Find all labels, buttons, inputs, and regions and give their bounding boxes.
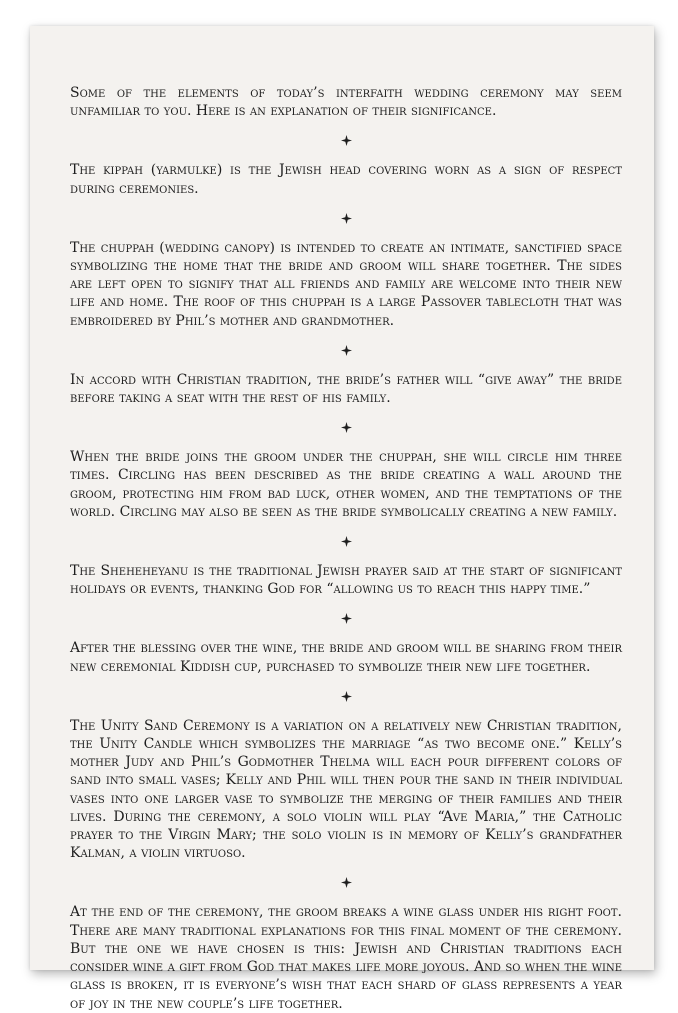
four-point-star-icon <box>341 536 352 547</box>
sheheheyanu-paragraph: The Sheheheyanu is the traditional Jewish prayer said at the start of significant holidays or events, thanking God for “allowing us to reach this happy time.” <box>70 563 622 598</box>
wine-glass-paragraph: At the end of the ceremony, the groom breaks a wine glass under his right foot. There are many traditional explanations for this final moment of the ceremony. But the one we have chosen is this: Jewish and Christian traditions each consider wine a gift from God that makes life more joyous. And so when the wine glass is broken, it is everyone’s wish that each shard of glass represents a year of joy in the new couple’s life together. <box>70 904 622 1012</box>
separator <box>70 120 622 161</box>
separator <box>70 198 622 239</box>
intro-paragraph: Some of the elements of today’s interfaith wedding ceremony may seem unfamiliar to you. Here is an explanation of their significance. <box>70 85 622 120</box>
program-text <box>70 84 622 1013</box>
four-point-star-icon <box>341 877 352 888</box>
four-point-star-icon <box>341 213 352 224</box>
separator <box>70 598 622 639</box>
separator <box>70 407 622 448</box>
separator <box>70 521 622 562</box>
four-point-star-icon <box>341 345 352 356</box>
kiddish-cup-paragraph: After the blessing over the wine, the bride and groom will be sharing from their new ceremonial Kiddish cup, purchased to symbolize their new life together. <box>70 640 622 675</box>
circling-paragraph: When the bride joins the groom under the chuppah, she will circle him three times. Circling has been described as the bride creating a wall around the groom, protecting him from bad luck, other women, and the temptations of the world. Circling may also be seen as the bride symbolically creating a new family. <box>70 449 622 520</box>
four-point-star-icon <box>341 613 352 624</box>
kippah-paragraph: The kippah (yarmulke) is the Jewish head covering worn as a sign of respect during ceremonies. <box>70 162 622 197</box>
four-point-star-icon <box>341 135 352 146</box>
chuppah-paragraph: The chuppah (wedding canopy) is intended to create an intimate, sanctified space symbolizing the home that the bride and groom will share together. The sides are left open to signify that all friends and family are welcome into their new life and home. The roof of this chuppah is a large Passover tablecloth that was embroidered by Phil’s mother and grandmother. <box>70 239 623 329</box>
separator <box>70 862 622 903</box>
give-away-paragraph: In accord with Christian tradition, the bride’s father will “give away” the bride before taking a seat with the rest of his family. <box>70 371 622 407</box>
program-card <box>30 26 654 1012</box>
separator <box>70 330 622 371</box>
four-point-star-icon <box>341 691 352 702</box>
separator <box>70 676 622 717</box>
unity-sand-paragraph: The Unity Sand Ceremony is a variation on a relatively new Christian tradition, the Unity Candle which symbolizes the marriage “as two become one.” Kelly’s mother Judy and Phil’s Godmother Thelma will each pour different colors of sand into small vases; Kelly and Phil will then pour the sand in their individual vases into one larger vase to symbolize the merging of their families and their lives. During the ceremony, a solo violin will play “Ave Maria,” the Catholic prayer to the Virgin Mary; the solo violin is in memory of Kelly’s grandfather Kalman, a violin virtuoso. <box>70 717 622 862</box>
four-point-star-icon <box>341 422 352 433</box>
